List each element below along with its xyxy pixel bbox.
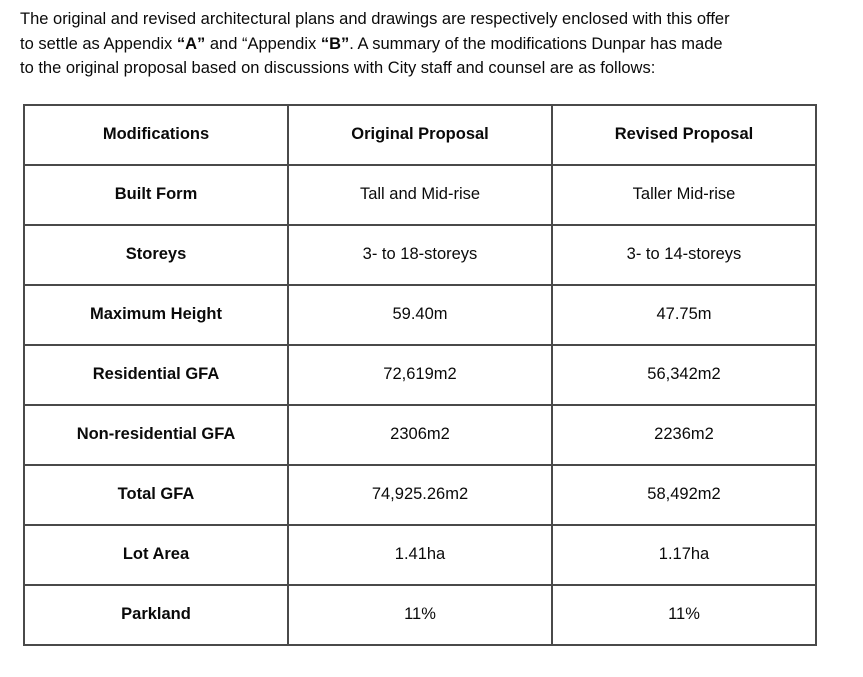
table-row [24,285,816,345]
table-row [24,405,816,465]
modifications-table [23,104,817,646]
revised-value: 47.75m [552,285,816,345]
original-value: Tall and Mid-rise [288,165,552,225]
original-value: 72,619m2 [288,345,552,405]
revised-value: 1.17ha [552,525,816,585]
revised-value: Taller Mid-rise [552,165,816,225]
revised-value: 2236m2 [552,405,816,465]
original-value: 59.40m [288,285,552,345]
revised-value: 3- to 14-storeys [552,225,816,285]
intro-text: The original and revised architectural plans and drawings are respectively enclosed with this offer [20,10,730,28]
row-label: Lot Area [24,525,288,585]
header-modifications: Modifications [24,105,288,165]
row-label: Total GFA [24,465,288,525]
original-value: 2306m2 [288,405,552,465]
table-row [24,525,816,585]
row-label: Built Form [24,165,288,225]
intro-text: to the original proposal based on discussions with City staff and counsel are as follows: [20,59,656,77]
appendix-b-bold: “B” [320,34,350,53]
original-value: 11% [288,585,552,645]
header-revised-proposal: Revised Proposal [552,105,816,165]
original-value: 74,925.26m2 [288,465,552,525]
row-label: Maximum Height [24,285,288,345]
table-header-row [24,105,816,165]
row-label: Non-residential GFA [24,405,288,465]
table-row [24,165,816,225]
table-row [24,345,816,405]
intro-line-1 [20,7,843,32]
row-label: Parkland [24,585,288,645]
intro-line-3 [20,56,843,81]
appendix-a-bold: “A” [176,34,206,53]
table-row [24,225,816,285]
intro-text: to settle as Appendix [20,34,177,53]
row-label: Storeys [24,225,288,285]
original-value: 3- to 18-storeys [288,225,552,285]
intro-paragraph [20,7,843,81]
revised-value: 56,342m2 [552,345,816,405]
row-label: Residential GFA [24,345,288,405]
original-value: 1.41ha [288,525,552,585]
table-row [24,465,816,525]
intro-text: . A summary of the modifications Dunpar has made [349,34,723,53]
table-row [24,585,816,645]
revised-value: 11% [552,585,816,645]
intro-line-2 [20,32,843,57]
header-original-proposal: Original Proposal [288,105,552,165]
intro-text: and “Appendix [205,34,321,53]
revised-value: 58,492m2 [552,465,816,525]
